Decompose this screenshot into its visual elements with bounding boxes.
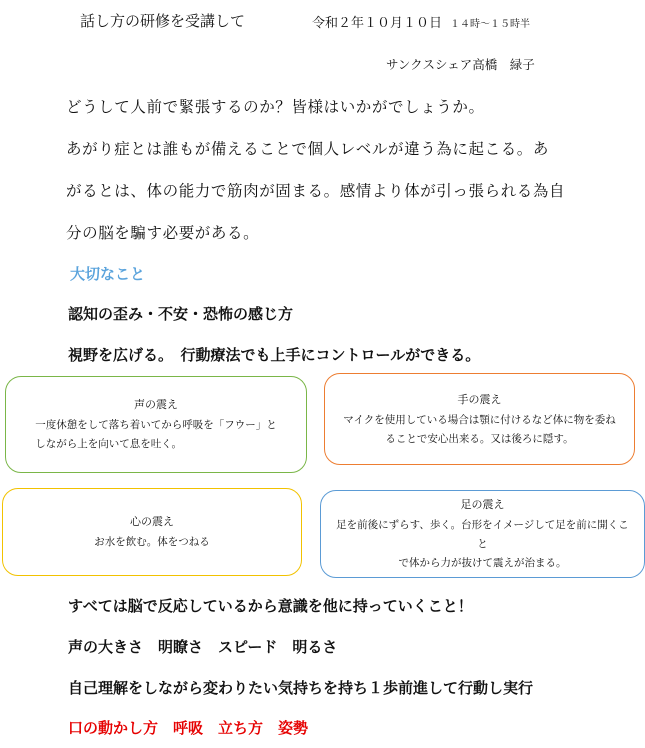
section-heading: 大切なこと — [70, 265, 146, 283]
foot-tremor-box — [320, 490, 645, 578]
heart-tremor-box — [2, 488, 302, 576]
point-line-2: 視野を広げる。 行動療法でも上手にコントロールができる。 — [68, 346, 481, 364]
document-title: 話し方の研修を受講して — [80, 12, 246, 30]
voice-tremor-text: 一度休憩をして落ち着いてから呼吸を「フウー」と しながら上を向いて息を吐く。 — [35, 419, 277, 450]
point-line-1: 認知の歪み・不安・恐怖の感じ方 — [68, 305, 294, 323]
closing-line-2: 声の大きさ 明瞭さ スピード 明るさ — [68, 638, 338, 656]
date-text: 令和２年１０月１０日 — [312, 16, 443, 31]
intro-line-3: がるとは、体の能力で筋肉が固まる。感情より体が引っ張られる為自 — [66, 182, 566, 200]
foot-tremor-title: 足の震え — [460, 498, 505, 511]
closing-line-4: 口の動かし方 呼吸 立ち方 姿勢 — [68, 719, 309, 737]
document-author: サンクスシェア高橋 緑子 — [386, 57, 535, 72]
heart-tremor-title: 心の震え — [130, 515, 174, 528]
foot-tremor-text: 足を前後にずらす、歩く。台形をイメージして足を前に開くこと で体から力が抜けて震えが治まる。 — [336, 519, 629, 569]
closing-line-1: すべては脳で反応しているから意識を他に持っていくこと！ — [68, 597, 473, 615]
hand-tremor-box — [324, 373, 635, 465]
intro-line-1: どうして人前で緊張するのか？皆様はいかがでしょうか。 — [66, 98, 485, 116]
hand-tremor-text: マイクを使用している場合は顎に付けるなど体に物を委ね ることで安心出来る。又は後ろに隠す。 — [343, 413, 616, 445]
voice-tremor-box — [5, 376, 307, 473]
hand-tremor-title: 手の震え — [457, 392, 502, 406]
closing-line-3: 自己理解をしながら変わりたい気持ちを持ち１歩前進して行動し実行 — [68, 679, 534, 697]
document-date — [312, 12, 530, 31]
heart-tremor-text: お水を飲む。体をつねる — [94, 536, 210, 548]
intro-line-4: 分の脳を騙す必要がある。 — [66, 224, 260, 242]
time-range: １４時～１５時半 — [450, 19, 531, 30]
intro-line-2: あがり症とは誰もが備えることで個人レベルが違う為に起こる。あ — [66, 140, 550, 158]
voice-tremor-title: 声の震え — [134, 398, 178, 411]
